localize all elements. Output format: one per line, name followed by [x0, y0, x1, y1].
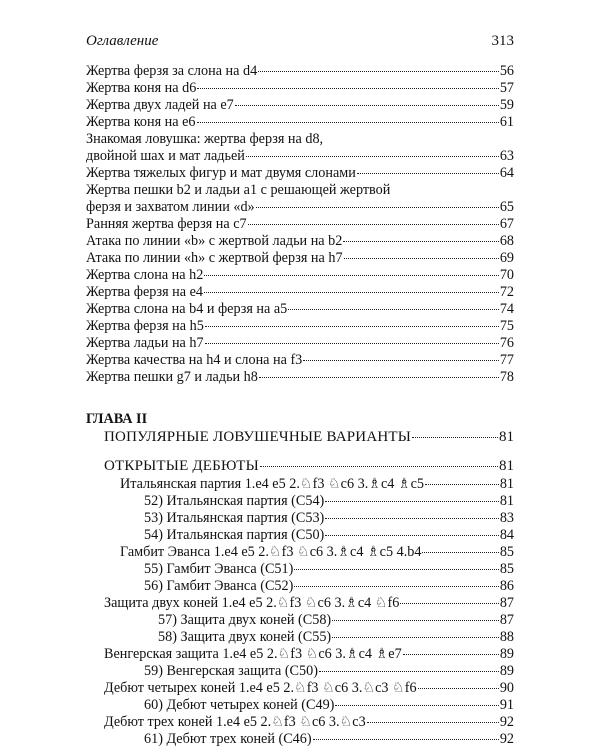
dot-leader — [400, 603, 498, 604]
dot-leader — [204, 275, 499, 276]
entry-title: Жертва качества на h4 и слона на f3 — [86, 352, 303, 368]
entry-title: 53) Итальянская партия (С53) — [144, 510, 325, 526]
dot-leader — [288, 309, 499, 310]
page-ref: 75 — [499, 318, 514, 334]
entry-title: 55) Гамбит Эванса (С51) — [144, 561, 294, 577]
toc-entry — [86, 510, 514, 527]
toc-entry — [86, 80, 514, 97]
page-ref: 78 — [499, 369, 514, 385]
toc-section-1 — [86, 63, 514, 386]
running-title: Оглавление — [86, 33, 159, 49]
page-ref: 77 — [499, 352, 514, 368]
dot-leader — [303, 360, 499, 361]
toc-entry — [86, 493, 514, 510]
entry-title: Жертва ферзя на h5 — [86, 318, 204, 334]
dot-leader — [325, 518, 499, 519]
dot-leader — [412, 437, 498, 438]
toc-part-entry — [86, 428, 514, 447]
page-ref: 69 — [499, 250, 514, 266]
page-ref: 81 — [499, 458, 514, 474]
dot-leader — [197, 122, 499, 123]
dot-leader — [325, 535, 499, 536]
page-ref: 70 — [499, 267, 514, 283]
toc-entry — [86, 97, 514, 114]
page-ref: 89 — [499, 646, 514, 662]
dot-leader — [357, 173, 499, 174]
entry-title: Дебют трех коней 1.е4 е5 2.♘f3 ♘с6 3.♘с3 — [104, 714, 366, 730]
page-ref: 85 — [499, 561, 514, 577]
dot-leader — [246, 156, 499, 157]
entry-title: 61) Дебют трех коней (С46) — [144, 731, 312, 747]
toc-entry — [86, 63, 514, 80]
section-title: ОТКРЫТЫЕ ДЕБЮТЫ — [104, 458, 259, 474]
toc-entry — [86, 233, 514, 250]
toc-entry — [86, 199, 514, 216]
toc-section-entry — [86, 457, 514, 476]
dot-leader — [260, 466, 498, 467]
dot-leader — [344, 258, 499, 259]
running-header — [86, 33, 514, 53]
dot-leader — [425, 484, 499, 485]
spacer — [86, 447, 514, 457]
toc-entry — [86, 680, 514, 697]
dot-leader — [313, 739, 499, 740]
toc-entry — [86, 216, 514, 233]
entry-title: Дебют четырех коней 1.е4 е5 2.♘f3 ♘с6 3.♘с3 ♘f6 — [104, 680, 417, 696]
toc-entry — [86, 369, 514, 386]
entry-title: Жертва двух ладей на е7 — [86, 97, 234, 113]
entry-title: двойной шах и мат ладьей — [86, 148, 245, 164]
page-ref: 59 — [499, 97, 514, 113]
dot-leader — [294, 569, 498, 570]
dot-leader — [335, 705, 498, 706]
page-ref: 88 — [499, 629, 514, 645]
entry-title: Атака по линии «b» с жертвой ладьи на b2 — [86, 233, 343, 249]
toc-entry — [86, 731, 514, 748]
toc-entry — [86, 697, 514, 714]
dot-leader — [418, 688, 499, 689]
toc-entry — [86, 476, 514, 493]
chapter-heading: ГЛАВА II — [86, 411, 148, 427]
page-ref: 89 — [499, 663, 514, 679]
dot-leader — [332, 637, 499, 638]
toc-entry — [86, 544, 514, 561]
entry-title: Итальянская партия 1.е4 е5 2.♘f3 ♘с6 3.♗с4 ♗с5 — [120, 476, 425, 492]
page-ref: 83 — [499, 510, 514, 526]
dot-leader — [256, 207, 499, 208]
page-ref: 65 — [499, 199, 514, 215]
entry-title: Жертва слона на b4 и ферзя на а5 — [86, 301, 288, 317]
table-of-contents — [86, 63, 514, 748]
page-number: 313 — [491, 33, 514, 49]
page-ref: 91 — [499, 697, 514, 713]
toc-entry — [86, 612, 514, 629]
entry-title: Жертва коня на е6 — [86, 114, 196, 130]
page-ref: 56 — [499, 63, 514, 79]
toc-entry — [86, 318, 514, 335]
entry-title: Жертва ферзя за слона на d4 — [86, 63, 258, 79]
dot-leader — [422, 552, 498, 553]
entry-title: 56) Гамбит Эванса (С52) — [144, 578, 294, 594]
page-ref: 67 — [499, 216, 514, 232]
page-ref: 81 — [499, 429, 514, 445]
dot-leader — [205, 326, 499, 327]
entry-title: Жертва ладьи на h7 — [86, 335, 204, 351]
dot-leader — [332, 620, 499, 621]
dot-leader — [319, 671, 499, 672]
entry-title: Защита двух коней 1.е4 е5 2.♘f3 ♘с6 3.♗с4 ♘f6 — [104, 595, 400, 611]
dot-leader — [248, 224, 499, 225]
entry-title: 60) Дебют четырех коней (С49) — [144, 697, 335, 713]
toc-entry — [86, 646, 514, 663]
toc-entry — [86, 595, 514, 612]
toc-entry — [86, 352, 514, 369]
page-ref: 86 — [499, 578, 514, 594]
dot-leader — [367, 722, 499, 723]
dot-leader — [259, 377, 499, 378]
page-ref: 87 — [499, 595, 514, 611]
dot-leader — [197, 88, 499, 89]
entry-title: Ранняя жертва ферзя на с7 — [86, 216, 247, 232]
page-ref: 90 — [499, 680, 514, 696]
page-ref: 92 — [499, 714, 514, 730]
dot-leader — [294, 586, 498, 587]
dot-leader — [205, 343, 499, 344]
toc-entry — [86, 335, 514, 352]
toc-entry — [86, 301, 514, 318]
page-ref: 63 — [499, 148, 514, 164]
entry-title: Жертва ферзя на е4 — [86, 284, 204, 300]
dot-leader — [258, 71, 499, 72]
toc-entry — [86, 629, 514, 646]
page-ref: 61 — [499, 114, 514, 130]
entry-title: 54) Итальянская партия (С50) — [144, 527, 325, 543]
page-ref: 72 — [499, 284, 514, 300]
page-ref: 57 — [499, 80, 514, 96]
toc-entry — [86, 663, 514, 680]
dot-leader — [403, 654, 499, 655]
page-ref: 74 — [499, 301, 514, 317]
toc-entry — [86, 114, 514, 131]
dot-leader — [343, 241, 498, 242]
toc-entry — [86, 578, 514, 595]
toc-entry — [86, 714, 514, 731]
page-ref: 81 — [499, 476, 514, 492]
entry-title: Гамбит Эванса 1.е4 е5 2.♘f3 ♘с6 3.♗с4 ♗с5 4.b4 — [120, 544, 422, 560]
page-ref: 87 — [499, 612, 514, 628]
page-ref: 92 — [499, 731, 514, 747]
page-ref: 81 — [499, 493, 514, 509]
toc-section-2 — [86, 476, 514, 748]
dot-leader — [235, 105, 499, 106]
toc-entry — [86, 527, 514, 544]
page-ref: 68 — [499, 233, 514, 249]
entry-title: Жертва пешки g7 и ладьи h8 — [86, 369, 258, 385]
entry-title: 59) Венгерская защита (С50) — [144, 663, 318, 679]
entry-title: ферзя и захватом линии «d» — [86, 199, 255, 215]
entry-title: Жертва коня на d6 — [86, 80, 197, 96]
entry-title: Жертва тяжелых фигур и мат двумя слонами — [86, 165, 356, 181]
toc-entry — [86, 561, 514, 578]
entry-title: 58) Защита двух коней (С55) — [158, 629, 332, 645]
toc-entry — [86, 165, 514, 182]
dot-leader — [325, 501, 499, 502]
entry-title: 52) Итальянская партия (С54) — [144, 493, 325, 509]
part-title: ПОПУЛЯРНЫЕ ЛОВУШЕЧНЫЕ ВАРИАНТЫ — [104, 429, 412, 445]
entry-title: Венгерская защита 1.е4 е5 2.♘f3 ♘с6 3.♗с4 ♗е7 — [104, 646, 402, 662]
toc-entry — [86, 250, 514, 267]
entry-title-line: Знакомая ловушка: жертва ферзя на d8, — [86, 131, 324, 147]
entry-title: Атака по линии «h» с жертвой ферзя на h7 — [86, 250, 343, 266]
toc-entry — [86, 148, 514, 165]
entry-title: 57) Защита двух коней (С58) — [158, 612, 332, 628]
dot-leader — [204, 292, 499, 293]
page-ref: 84 — [499, 527, 514, 543]
page-ref: 85 — [499, 544, 514, 560]
page-ref: 76 — [499, 335, 514, 351]
toc-entry — [86, 267, 514, 284]
page-ref: 64 — [499, 165, 514, 181]
toc-entry — [86, 284, 514, 301]
entry-title: Жертва слона на h2 — [86, 267, 204, 283]
entry-title-line: Жертва пешки b2 и ладьи а1 с решающей жертвой — [86, 182, 391, 198]
